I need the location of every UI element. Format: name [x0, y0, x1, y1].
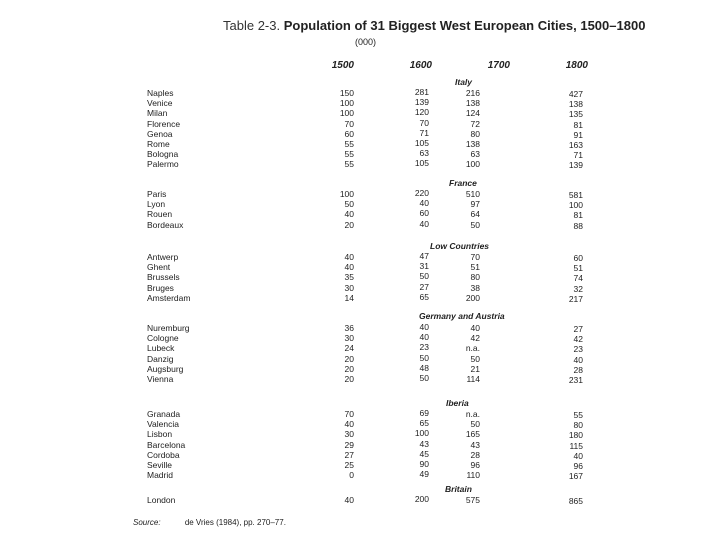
- population-value-1700: 38: [470, 282, 480, 293]
- population-value-1600: 281: [414, 87, 429, 97]
- population-value-1700: 72: [470, 118, 480, 129]
- population-value-1700: 575: [465, 495, 480, 505]
- population-value-1800: 42: [573, 334, 583, 345]
- population-value-1700: 80: [470, 128, 480, 139]
- population-value-1800: 115: [569, 440, 583, 451]
- section-heading: France: [449, 178, 477, 188]
- population-value-1500: 100: [339, 98, 354, 109]
- population-value-1600: 31: [419, 261, 429, 272]
- population-value-1700: 28: [470, 449, 480, 460]
- population-value-1500: 40: [344, 495, 354, 505]
- population-value-1700: 43: [470, 439, 480, 450]
- city-name: Cologne: [147, 333, 179, 344]
- city-name: Bruges: [147, 282, 174, 293]
- population-value-1600: 200: [414, 494, 429, 504]
- population-value-1500: 40: [344, 262, 354, 273]
- city-name: Bordeaux: [147, 219, 184, 230]
- year-header-1800: 1800: [565, 60, 588, 71]
- population-value-1500: 100: [339, 108, 354, 119]
- city-name: Cordoba: [147, 449, 180, 460]
- population-value-1500: 70: [344, 409, 354, 419]
- population-value-1500: 0: [349, 470, 354, 481]
- population-value-1800: 865: [568, 496, 583, 506]
- population-value-1800: 581: [568, 190, 583, 200]
- population-value-1700: 64: [470, 209, 480, 220]
- population-value-1800: 55: [573, 410, 583, 420]
- population-value-1800: 40: [573, 450, 583, 461]
- section-heading: Italy: [455, 77, 473, 87]
- population-value-1800: 88: [573, 220, 583, 231]
- population-value-1600: 100: [414, 428, 429, 439]
- population-value-1700: 50: [470, 419, 480, 430]
- population-value-1800: 71: [573, 150, 583, 161]
- population-value-1500: 25: [344, 460, 354, 470]
- population-value-1500: 55: [344, 139, 354, 149]
- unit-label: (000): [355, 37, 377, 47]
- population-value-1500: 29: [344, 439, 354, 450]
- city-name: Lisbon: [147, 429, 173, 440]
- population-value-1700: n.a.: [465, 409, 480, 419]
- population-value-1700: 50: [470, 353, 480, 364]
- population-value-1700: 110: [466, 470, 480, 481]
- population-value-1500: 150: [339, 88, 354, 98]
- population-value-1600: 40: [419, 218, 429, 229]
- population-value-1800: 139: [568, 160, 583, 171]
- population-value-1500: 27: [344, 449, 354, 460]
- population-value-1600: 70: [419, 117, 429, 128]
- city-name: Venice: [147, 98, 173, 109]
- population-value-1500: 60: [344, 128, 354, 139]
- population-value-1500: 35: [344, 272, 354, 283]
- population-value-1500: 36: [344, 323, 354, 333]
- population-value-1500: 30: [344, 429, 354, 440]
- population-value-1700: 42: [470, 333, 480, 344]
- city-name: Brussels: [147, 272, 180, 283]
- population-value-1600: 40: [419, 198, 429, 209]
- city-name: Augsburg: [147, 363, 184, 374]
- table-number: Table 2-3.: [223, 18, 281, 33]
- population-value-1700: 50: [470, 219, 480, 230]
- population-value-1800: 135: [568, 109, 583, 120]
- population-value-1800: 80: [573, 420, 583, 431]
- city-name: Valencia: [147, 419, 179, 430]
- population-value-1700: 97: [470, 199, 480, 210]
- population-value-1700: 165: [465, 429, 480, 440]
- population-value-1700: 124: [465, 108, 480, 119]
- population-value-1600: 47: [419, 251, 429, 261]
- city-name: Antwerp: [147, 252, 179, 262]
- population-value-1600: 71: [419, 127, 429, 138]
- population-value-1800: 231: [568, 375, 583, 385]
- population-value-1600: 105: [414, 138, 429, 148]
- city-name: Ghent: [147, 262, 171, 273]
- population-value-1600: 120: [414, 107, 429, 118]
- population-value-1700: 51: [470, 262, 480, 273]
- population-value-1600: 48: [419, 362, 429, 373]
- city-name: London: [147, 495, 176, 505]
- city-name: Bologna: [147, 149, 179, 160]
- table-caption: Population of 31 Biggest West European Cities, 1500–1800: [283, 18, 646, 33]
- source-note: [133, 518, 286, 528]
- population-value-1500: 40: [344, 252, 354, 262]
- population-value-1800: 163: [568, 140, 583, 150]
- population-value-1800: 100: [568, 200, 583, 211]
- city-name: Madrid: [147, 470, 173, 481]
- population-value-1800: 27: [573, 324, 583, 334]
- section-heading: Iberia: [446, 398, 469, 408]
- population-value-1500: 20: [344, 374, 354, 384]
- city-name: Nuremburg: [147, 323, 190, 333]
- table-title: [223, 18, 645, 34]
- section-heading: Britain: [445, 484, 472, 494]
- source-label: Source:: [133, 518, 161, 527]
- city-name: Rome: [147, 139, 170, 149]
- population-value-1800: 427: [568, 89, 583, 99]
- population-value-1600: 65: [419, 291, 429, 302]
- city-name: Naples: [147, 88, 174, 98]
- population-value-1800: 28: [573, 364, 583, 375]
- population-value-1700: 80: [470, 272, 480, 283]
- population-value-1500: 50: [344, 199, 354, 210]
- city-name: Seville: [147, 460, 173, 470]
- population-value-1600: 139: [414, 97, 429, 108]
- population-value-1600: 49: [419, 469, 429, 480]
- city-name: Amsterdam: [147, 292, 191, 303]
- population-value-1500: 20: [344, 363, 354, 374]
- population-value-1800: 81: [573, 119, 583, 130]
- population-value-1800: 40: [573, 354, 583, 365]
- population-value-1600: 40: [419, 322, 429, 332]
- population-value-1600: 23: [419, 342, 429, 353]
- population-value-1700: 216: [465, 88, 480, 98]
- population-value-1600: 105: [414, 158, 429, 169]
- city-name: Paris: [147, 189, 167, 199]
- population-value-1500: 30: [344, 282, 354, 293]
- population-value-1500: 100: [339, 189, 354, 199]
- population-value-1600: 43: [419, 438, 429, 449]
- population-value-1700: 100: [465, 159, 480, 170]
- population-value-1800: 91: [573, 129, 583, 140]
- population-value-1800: 60: [573, 253, 583, 263]
- population-value-1800: 32: [573, 283, 583, 294]
- city-name: Milan: [147, 108, 168, 119]
- city-name: Florence: [147, 118, 181, 129]
- population-value-1700: 40: [470, 323, 480, 333]
- population-value-1600: 45: [419, 448, 429, 459]
- population-value-1600: 27: [419, 281, 429, 292]
- population-value-1600: 60: [419, 208, 429, 219]
- population-value-1600: 50: [419, 373, 429, 383]
- city-name: Palermo: [147, 159, 179, 170]
- population-value-1800: 167: [568, 471, 583, 482]
- city-name: Vienna: [147, 374, 174, 384]
- population-value-1800: 138: [568, 99, 583, 110]
- population-value-1700: 138: [465, 98, 480, 109]
- population-value-1500: 40: [344, 419, 354, 430]
- population-value-1800: 74: [573, 273, 583, 284]
- population-value-1500: 20: [344, 353, 354, 364]
- population-value-1600: 50: [419, 271, 429, 282]
- population-value-1700: 138: [465, 139, 480, 149]
- population-value-1700: 510: [465, 189, 480, 199]
- year-header-1600: 1600: [409, 60, 432, 71]
- population-value-1600: 69: [419, 408, 429, 418]
- population-value-1600: 90: [419, 459, 429, 469]
- population-value-1700: 63: [470, 149, 480, 160]
- population-value-1500: 55: [344, 149, 354, 160]
- city-name: Granada: [147, 409, 181, 419]
- city-name: Genoa: [147, 128, 173, 139]
- city-name: Lyon: [147, 199, 166, 210]
- year-header-1500: 1500: [331, 60, 354, 71]
- population-value-1500: 40: [344, 209, 354, 220]
- population-value-1500: 70: [344, 118, 354, 129]
- section-heading: Germany and Austria: [419, 311, 505, 321]
- population-value-1700: 200: [465, 292, 480, 303]
- population-value-1500: 20: [344, 219, 354, 230]
- population-value-1600: 40: [419, 332, 429, 343]
- population-value-1600: 65: [419, 418, 429, 429]
- section-heading: Low Countries: [430, 241, 490, 251]
- population-value-1500: 24: [344, 343, 354, 354]
- city-name: Barcelona: [147, 439, 186, 450]
- city-name: Lubeck: [147, 343, 175, 354]
- population-value-1700: n.a.: [465, 343, 480, 354]
- population-value-1800: 81: [573, 210, 583, 221]
- population-value-1600: 63: [419, 148, 429, 159]
- population-value-1600: 50: [419, 352, 429, 363]
- city-name: Danzig: [147, 353, 174, 364]
- population-value-1800: 217: [568, 293, 583, 304]
- population-value-1700: 96: [470, 460, 480, 470]
- population-value-1800: 180: [568, 430, 583, 441]
- city-name: Rouen: [147, 209, 173, 220]
- population-value-1700: 70: [470, 252, 480, 262]
- population-value-1500: 55: [344, 159, 354, 170]
- population-value-1800: 23: [573, 344, 583, 355]
- population-value-1500: 30: [344, 333, 354, 344]
- population-value-1800: 51: [573, 263, 583, 274]
- year-header-1700: 1700: [487, 60, 510, 71]
- population-value-1700: 114: [466, 374, 480, 384]
- population-value-1800: 96: [573, 461, 583, 471]
- source-text: de Vries (1984), pp. 270–77.: [184, 518, 286, 527]
- population-value-1600: 220: [414, 188, 429, 198]
- population-value-1700: 21: [470, 363, 480, 374]
- population-value-1500: 14: [344, 292, 354, 303]
